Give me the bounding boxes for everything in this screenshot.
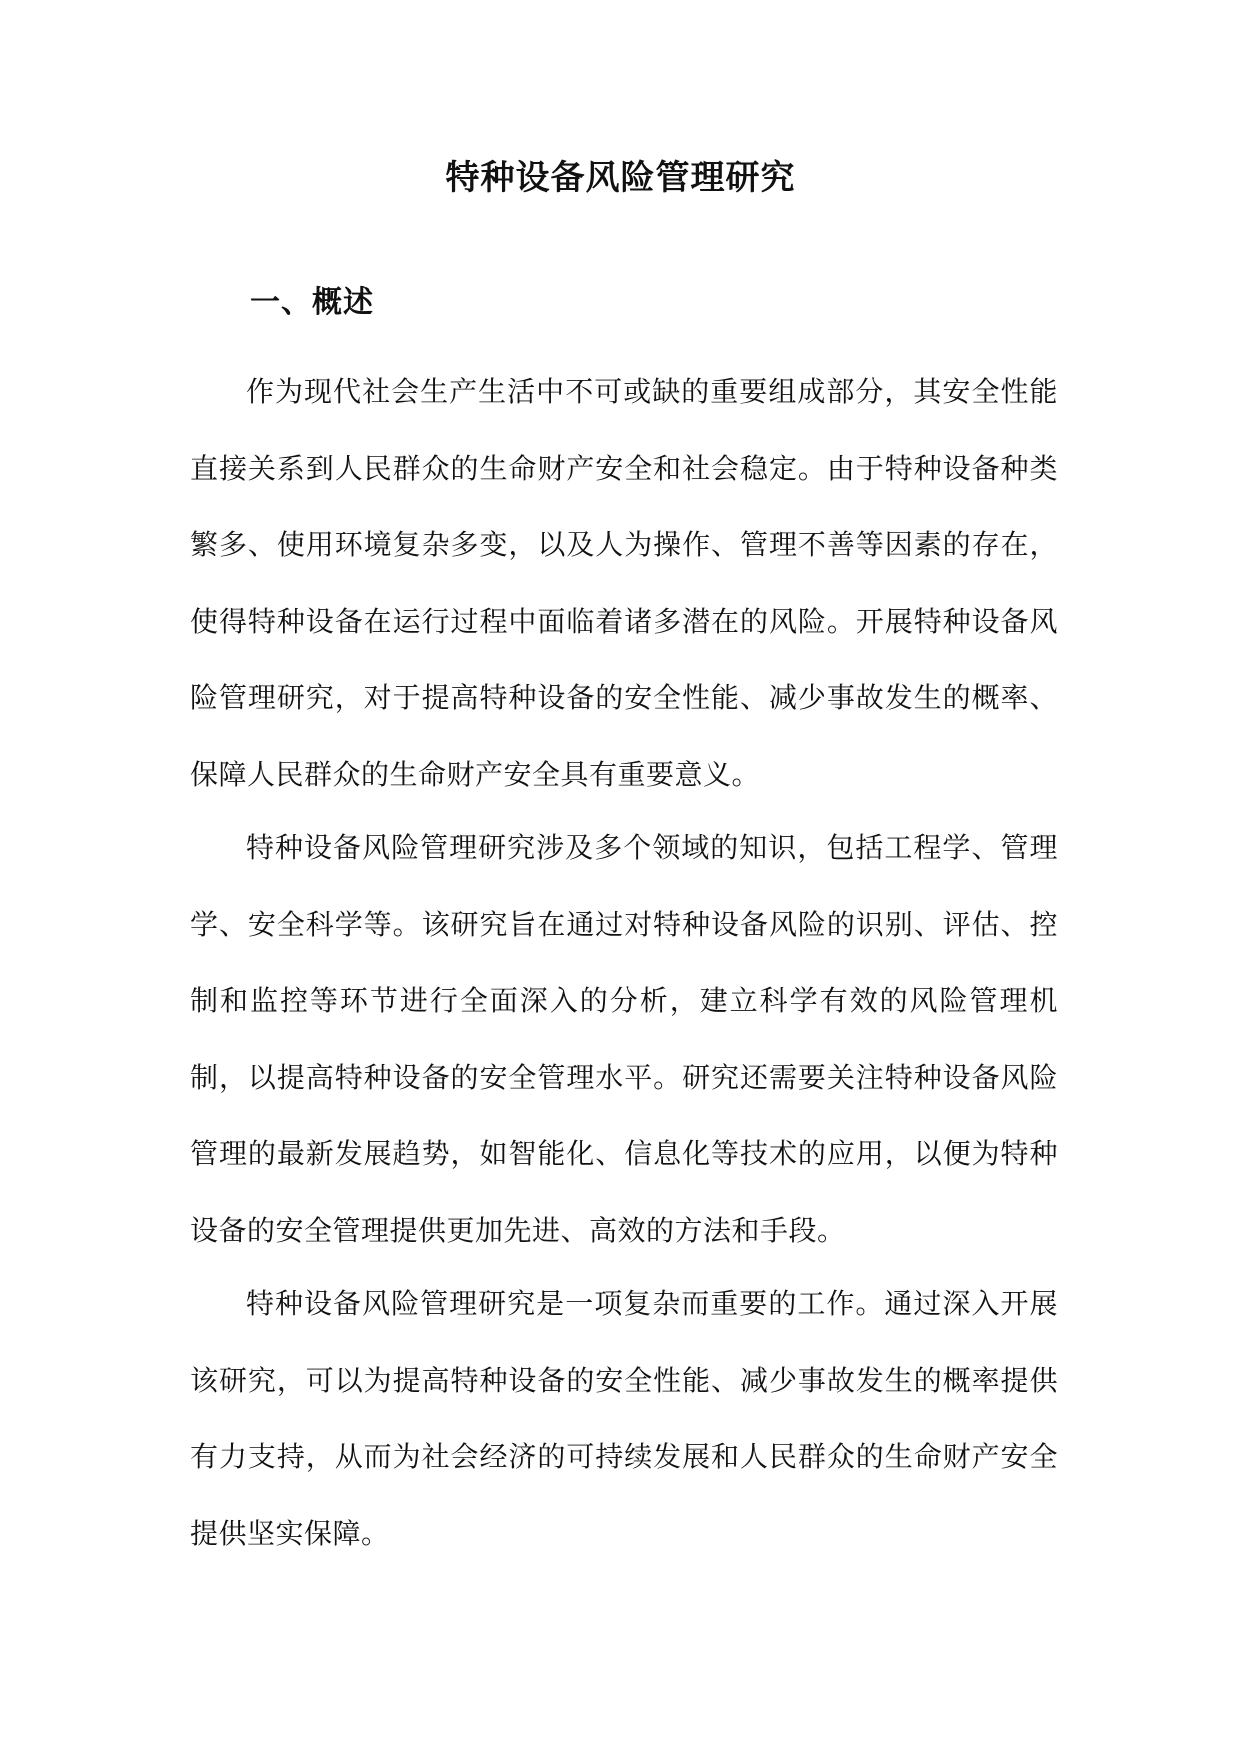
body-paragraph: 特种设备风险管理研究涉及多个领域的知识，包括工程学、管理学、安全科学等。该研究旨在通过对特种设备风险的识别、评估、控制和监控等环节进行全面深入的分析，建立科学有效的风险管理机制，以提高特种设备的安全管理水平。研究还需要关注特种设备风险管理的最新发展趋势，如智能化、信息化等技术的应用，以便为特种设备的安全管理提供更加先进、高效的方法和手段。: [190, 831, 1058, 1247]
document-title: 特种设备风险管理研究: [445, 158, 796, 198]
section-heading: 一、概述: [250, 285, 374, 320]
body-paragraph: 作为现代社会生产生活中不可或缺的重要组成部分，其安全性能直接关系到人民群众的生命财产安全和社会稳定。由于特种设备种类繁多、使用环境复杂多变，以及人为操作、管理不善等因素的存在，使得特种设备在运行过程中面临着诸多潜在的风险。开展特种设备风险管理研究，对于提高特种设备的安全性能、减少事故发生的概率、保障人民群众的生命财产安全具有重要意义。: [190, 375, 1058, 791]
body-paragraph: 特种设备风险管理研究是一项复杂而重要的工作。通过深入开展该研究，可以为提高特种设备的安全性能、减少事故发生的概率提供有力支持，从而为社会经济的可持续发展和人民群众的生命财产安全提供坚实保障。: [190, 1287, 1058, 1550]
